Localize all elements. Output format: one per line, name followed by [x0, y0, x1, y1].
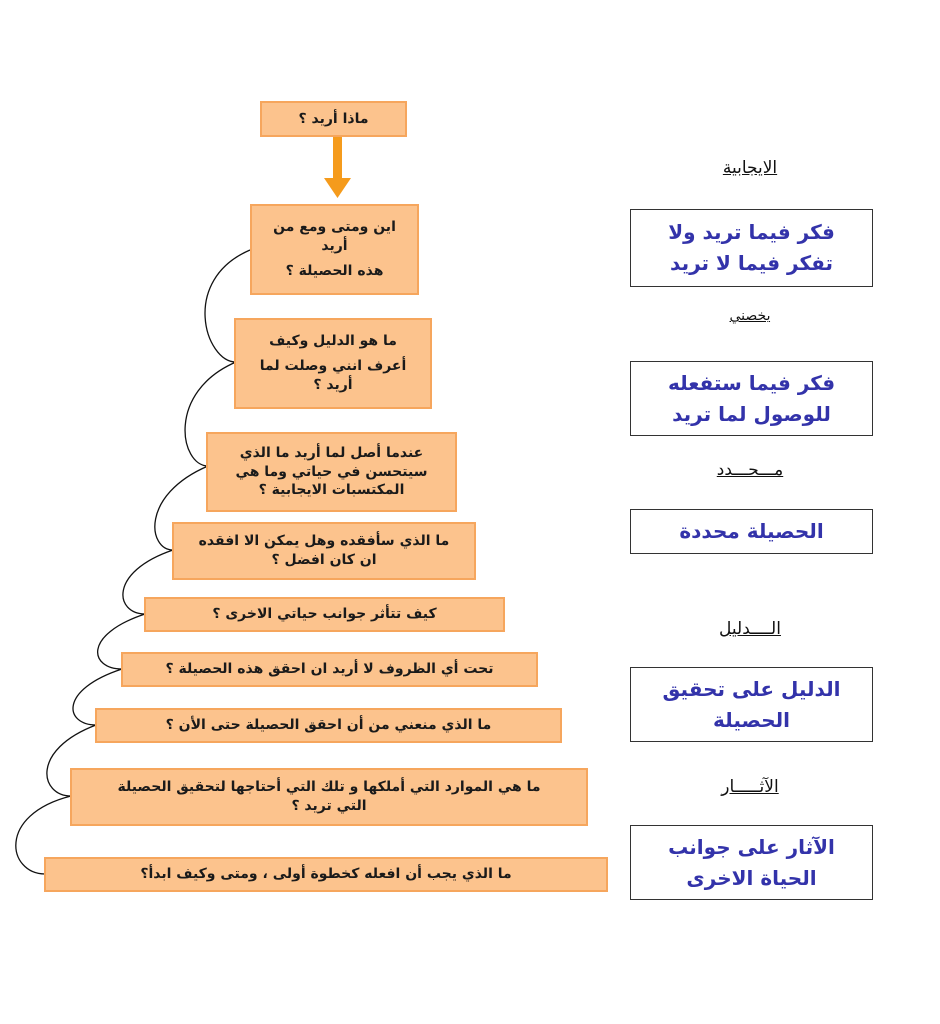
- question-text: أريد ؟: [313, 376, 353, 393]
- question-text: المكتسبات الايجابية ؟: [258, 482, 405, 499]
- criterion-text: الحصيلة محددة: [679, 519, 824, 543]
- question-box-resources: [70, 768, 588, 826]
- criterion-heading-mine: يخصني: [729, 308, 771, 324]
- criterion-text: فكر فيما تريد ولا: [668, 220, 835, 244]
- criterion-heading-effects: الآثـــــار: [721, 777, 779, 797]
- question-text: ما الذي منعني من أن احقق الحصيلة حتى الأن ؟: [165, 717, 492, 734]
- question-box-what-i-want: [260, 101, 407, 137]
- question-box-losses: [172, 522, 476, 580]
- question-text: كيف تتأثر جوانب حياتي الاخرى ؟: [212, 606, 437, 623]
- criterion-box-positive: [630, 209, 873, 287]
- criterion-text: الحياة الاخرى: [686, 865, 817, 890]
- question-text: عندما أصل لما أريد ما الذي: [239, 444, 424, 461]
- criterion-text: الحصيلة: [713, 707, 790, 732]
- question-box-evidence: [234, 318, 432, 409]
- question-text: ما هي الموارد التي أملكها و تلك التي أحتاجها لتحقيق الحصيلة: [117, 779, 541, 796]
- question-text: أريد: [321, 238, 348, 255]
- question-text: التي تريد ؟: [291, 798, 367, 814]
- criterion-box-evidence: [630, 667, 873, 742]
- down-arrow-icon: [324, 137, 351, 198]
- question-text: تحت أي الظروف لا أريد ان احقق هذه الحصيلة ؟: [165, 661, 494, 678]
- question-text: ان كان افضل ؟: [271, 552, 377, 568]
- criterion-heading-specific: مـــحـــدد: [716, 460, 784, 480]
- criterion-text: للوصول لما تريد: [672, 401, 831, 426]
- question-text: أعرف انني وصلت لما: [259, 358, 407, 375]
- criterion-box-mine: [630, 361, 873, 436]
- question-box-where-when-who: [250, 204, 419, 295]
- criterion-box-specific: [630, 509, 873, 554]
- criterion-text: الآثار على جوانب: [668, 834, 835, 859]
- question-text: ماذا أريد ؟: [298, 110, 369, 127]
- criterion-heading-positive: الايجابية: [722, 158, 778, 178]
- question-text: اين ومتى ومع من: [273, 219, 396, 236]
- question-box-first-step: [44, 857, 608, 892]
- question-box-improvements: [206, 432, 457, 512]
- question-text: ما هو الدليل وكيف: [269, 333, 397, 350]
- criterion-box-effects: [630, 825, 873, 900]
- question-text: هذه الحصيلة ؟: [285, 262, 384, 279]
- criterion-text: فكر فيما ستفعله: [667, 370, 836, 395]
- question-box-other-aspects: [144, 597, 505, 632]
- question-box-obstacles: [95, 708, 562, 743]
- question-text: ما الذي يجب أن افعله كخطوة أولى ، ومتى وكيف ابدأ؟: [140, 866, 512, 883]
- question-text: ما الذي سأفقده وهل يمكن الا افقده: [198, 533, 450, 550]
- question-box-conditions: [121, 652, 538, 687]
- question-text: سيتحسن في حياتي وما هي: [235, 463, 428, 480]
- criterion-text: الدليل على تحقيق: [662, 676, 841, 701]
- criterion-text: تفكر فيما لا تريد: [670, 251, 833, 275]
- criterion-heading-evidence: الــــدليل: [719, 619, 781, 639]
